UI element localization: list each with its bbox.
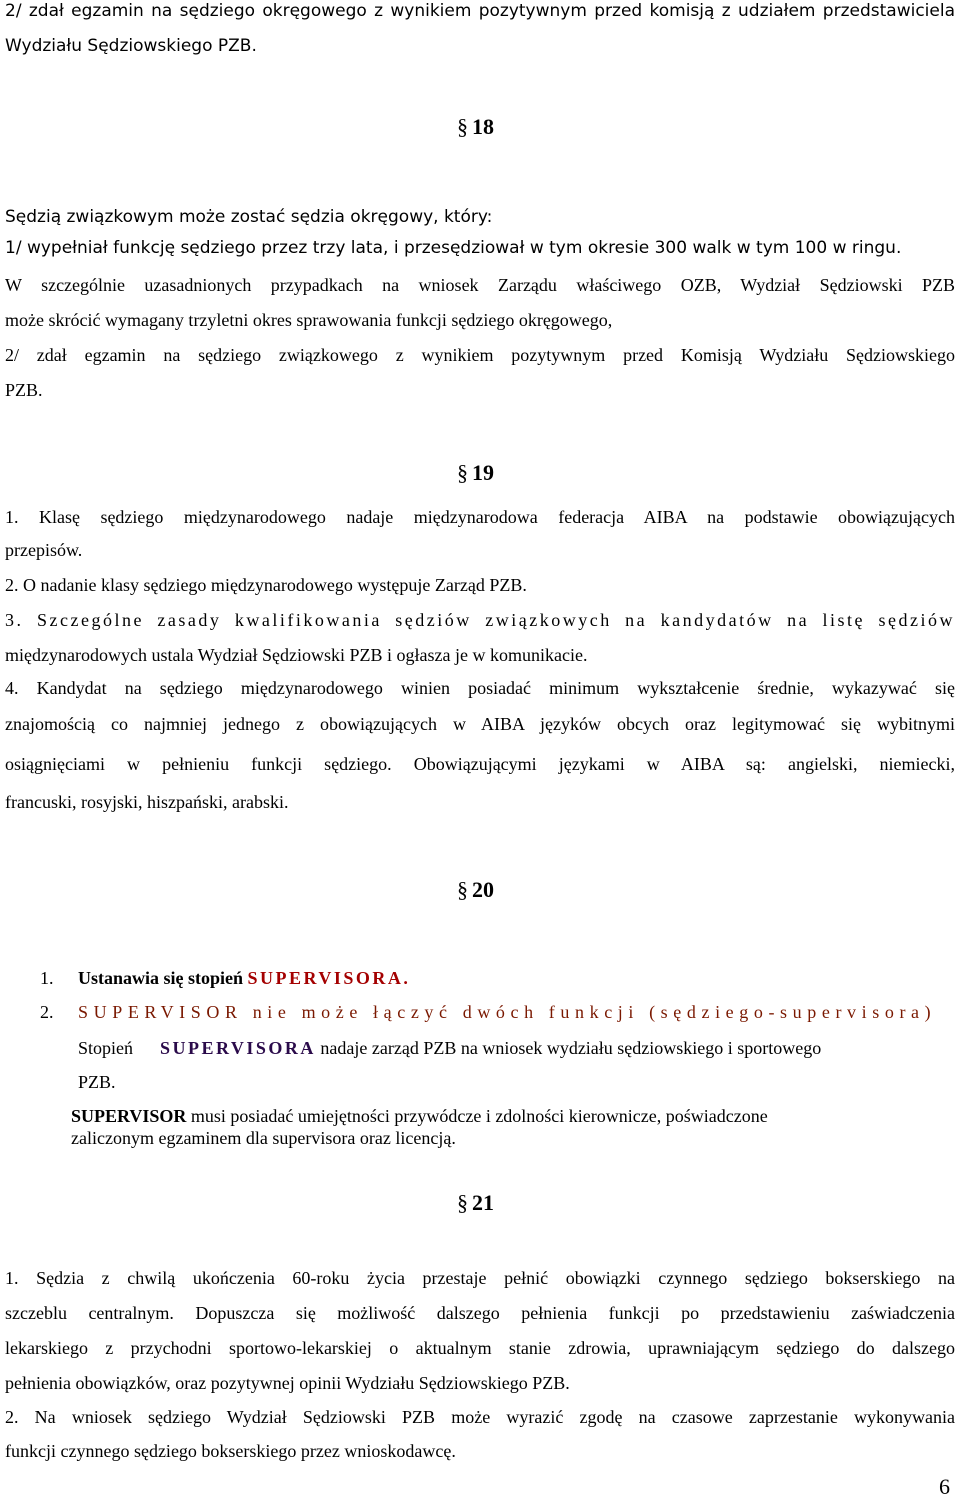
list-item-number: 1. xyxy=(40,968,54,988)
paragraph-line: francuski, rosyjski, hiszpański, arabski. xyxy=(5,792,289,812)
paragraph-line: przepisów. xyxy=(5,540,83,560)
paragraph-line: 4. Kandydat na sędziego międzynarodowego winien posiadać minimum wykształcenie średnie, wykazywać się xyxy=(5,678,955,698)
supervisor-term: SUPERVISOR xyxy=(71,1106,187,1126)
paragraph-line: zaliczonym egzaminem dla supervisora oraz licencją. xyxy=(71,1128,456,1148)
supervisor-term: SUPERVISORA xyxy=(160,1038,316,1058)
section-heading-21 xyxy=(457,1190,494,1216)
paragraph-line: 1/ wypełniał funkcję sędziego przez trzy lata, i przesędziował w tym okresie 300 walk w tym 100 w ringu. xyxy=(5,238,902,258)
paragraph-line: W szczególnie uzasadnionych przypadkach na wniosek Zarządu właściwego OZB, Wydział Sędziowski PZB xyxy=(5,275,955,295)
paragraph-line: 2/ zdał egzamin na sędziego okręgowego z wynikiem pozytywnym przed komisją z udziałem przedstawiciela xyxy=(5,1,955,21)
section-heading-19 xyxy=(457,460,494,486)
paragraph-line: szczeblu centralnym. Dopuszcza się możliwość dalszego pełnienia funkcji po przedstawieniu zaświadczenia xyxy=(5,1303,955,1323)
paragraph-line: 1. Klasę sędziego międzynarodowego nadaje międzynarodowa federacja AIBA na podstawie obowiązujących xyxy=(5,507,955,527)
paragraph-sign: § xyxy=(457,460,468,485)
paragraph-line: Sędzią związkowym może zostać sędzia okręgowy, który: xyxy=(5,207,493,227)
paragraph-text: musi posiadać umiejętności przywódcze i zdolności kierownicze, poświadczone xyxy=(186,1106,768,1126)
supervisor-term: SUPERVISORA. xyxy=(247,968,411,988)
section-number: 21 xyxy=(472,1190,494,1215)
section-number: 19 xyxy=(472,460,494,485)
paragraph-line xyxy=(71,1105,768,1127)
paragraph-line: Wydziału Sędziowskiego PZB. xyxy=(5,36,257,56)
list-item xyxy=(78,967,410,989)
section-number: 18 xyxy=(472,114,494,139)
rank-word: Stopień xyxy=(78,1038,134,1058)
section-heading-20 xyxy=(457,877,494,903)
page-number: 6 xyxy=(939,1474,950,1499)
paragraph-sign: § xyxy=(457,1190,468,1215)
paragraph-line: pełnienia obowiązków, oraz pozytywnej opinii Wydziału Sędziowskiego PZB. xyxy=(5,1373,570,1393)
paragraph-line: PZB. xyxy=(78,1072,116,1092)
paragraph-line: międzynarodowych ustala Wydział Sędziowski PZB i ogłasza je w komunikacie. xyxy=(5,645,588,665)
paragraph-line: 1. Sędzia z chwilą ukończenia 60-roku życia przestaje pełnić obowiązki czynnego sędziego bokserskiego na xyxy=(5,1268,955,1288)
paragraph-line: 2. Na wniosek sędziego Wydział Sędziowski PZB może wyrazić zgodę na czasowe zaprzestanie wykonywania xyxy=(5,1407,955,1427)
paragraph-line: 2. O nadanie klasy sędziego międzynarodowego występuje Zarząd PZB. xyxy=(5,575,527,595)
paragraph-line: 2/ zdał egzamin na sędziego związkowego z wynikiem pozytywnym przed Komisją Wydziału Sędziowskiego xyxy=(5,345,955,365)
list-item-number: 2. xyxy=(40,1002,54,1022)
section-heading-18 xyxy=(457,114,494,140)
paragraph-line: funkcji czynnego sędziego bokserskiego przez wnioskodawcę. xyxy=(5,1441,456,1461)
paragraph-sign: § xyxy=(457,877,468,902)
section-number: 20 xyxy=(472,877,494,902)
paragraph-line: osiągnięciami w pełnieniu funkcji sędziego. Obowiązującymi językami w AIBA są: angielski, niemiecki, xyxy=(5,754,955,774)
paragraph-line: 3. Szczególne zasady kwalifikowania sędziów związkowych na kandydatów na listę sędziów xyxy=(5,610,955,630)
list-item-text: Ustanawia się stopień xyxy=(78,968,248,988)
paragraph-sign: § xyxy=(457,114,468,139)
paragraph-line: znajomością co najmniej jednego z obowiązujących w AIBA języków obcych oraz legitymować się wybitnymi xyxy=(5,714,955,734)
paragraph-line: PZB. xyxy=(5,380,43,400)
paragraph-line: może skrócić wymagany trzyletni okres sprawowania funkcji sędziego okręgowego, xyxy=(5,310,613,330)
paragraph-line: lekarskiego z przychodni sportowo-lekarskiej o aktualnym stanie zdrowia, uprawniającym sędziego do dalszego xyxy=(5,1338,955,1358)
list-item-text: SUPERVISOR nie może łączyć dwóch funkcji (sędziego-supervisora) xyxy=(78,1002,937,1022)
paragraph-line xyxy=(78,1037,821,1059)
paragraph-text: nadaje zarząd PZB na wniosek wydziału sędziowskiego i sportowego xyxy=(315,1038,822,1058)
